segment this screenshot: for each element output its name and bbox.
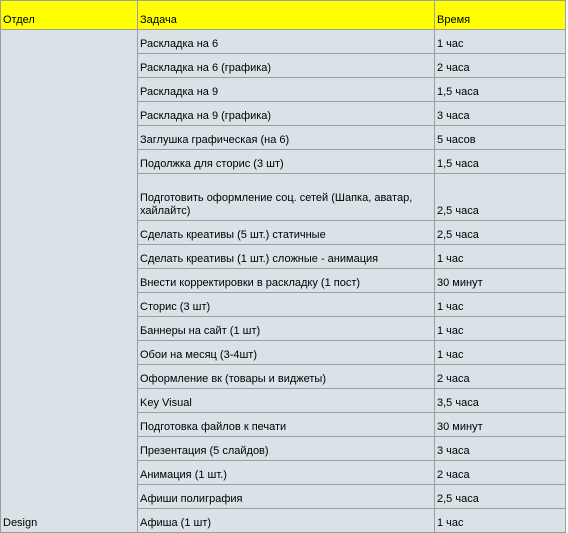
time-cell[interactable]: 30 минут [435, 413, 566, 437]
time-cell[interactable]: 2 часа [435, 54, 566, 78]
task-cell[interactable]: Сторис (3 шт) [138, 293, 435, 317]
time-cell[interactable]: 1 час [435, 509, 566, 533]
time-cell[interactable]: 30 минут [435, 269, 566, 293]
task-cell[interactable]: Key Visual [138, 389, 435, 413]
time-cell[interactable]: 1,5 часа [435, 150, 566, 174]
task-cell[interactable]: Оформление вк (товары и виджеты) [138, 365, 435, 389]
time-cell[interactable]: 3,5 часа [435, 389, 566, 413]
task-cell[interactable]: Раскладка на 6 [138, 30, 435, 54]
time-cell[interactable]: 2 часа [435, 461, 566, 485]
task-cell[interactable]: Подолжка для сторис (3 шт) [138, 150, 435, 174]
task-cell[interactable]: Подготовка файлов к печати [138, 413, 435, 437]
time-cell[interactable]: 3 часа [435, 102, 566, 126]
header-department[interactable]: Отдел [1, 1, 138, 30]
task-cell[interactable]: Раскладка на 9 [138, 78, 435, 102]
task-cell[interactable]: Сделать креативы (5 шт.) статичные [138, 221, 435, 245]
header-time[interactable]: Время [435, 1, 566, 30]
table-row [1, 30, 566, 54]
header-row [1, 1, 566, 30]
task-cell[interactable]: Обои на месяц (3-4шт) [138, 341, 435, 365]
time-cell[interactable]: 1 час [435, 293, 566, 317]
time-cell[interactable]: 3 часа [435, 437, 566, 461]
time-cell[interactable]: 1 час [435, 245, 566, 269]
time-cell[interactable]: 1 час [435, 317, 566, 341]
task-cell[interactable]: Раскладка на 6 (графика) [138, 54, 435, 78]
department-cell[interactable]: Design [1, 30, 138, 533]
task-cell[interactable]: Заглушка графическая (на 6) [138, 126, 435, 150]
time-cell[interactable]: 2,5 часа [435, 485, 566, 509]
time-cell[interactable]: 1 час [435, 30, 566, 54]
task-cell[interactable]: Афиша (1 шт) [138, 509, 435, 533]
task-cell[interactable]: Сделать креативы (1 шт.) сложные - анимация [138, 245, 435, 269]
time-cell[interactable]: 1 час [435, 341, 566, 365]
time-cell[interactable]: 2,5 часа [435, 221, 566, 245]
time-cell[interactable]: 2,5 часа [435, 174, 566, 221]
task-cell[interactable]: Афиши полиграфия [138, 485, 435, 509]
task-cell[interactable]: Баннеры на сайт (1 шт) [138, 317, 435, 341]
time-cell[interactable]: 5 часов [435, 126, 566, 150]
task-cell[interactable]: Подготовить оформление соц. сетей (Шапка, аватар, хайлайтс) [138, 174, 435, 221]
task-cell[interactable]: Анимация (1 шт.) [138, 461, 435, 485]
task-cell[interactable]: Раскладка на 9 (графика) [138, 102, 435, 126]
header-task[interactable]: Задача [138, 1, 435, 30]
task-cell[interactable]: Презентация (5 слайдов) [138, 437, 435, 461]
time-cell[interactable]: 1,5 часа [435, 78, 566, 102]
task-cell[interactable]: Внести корректировки в раскладку (1 пост) [138, 269, 435, 293]
time-cell[interactable]: 2 часа [435, 365, 566, 389]
